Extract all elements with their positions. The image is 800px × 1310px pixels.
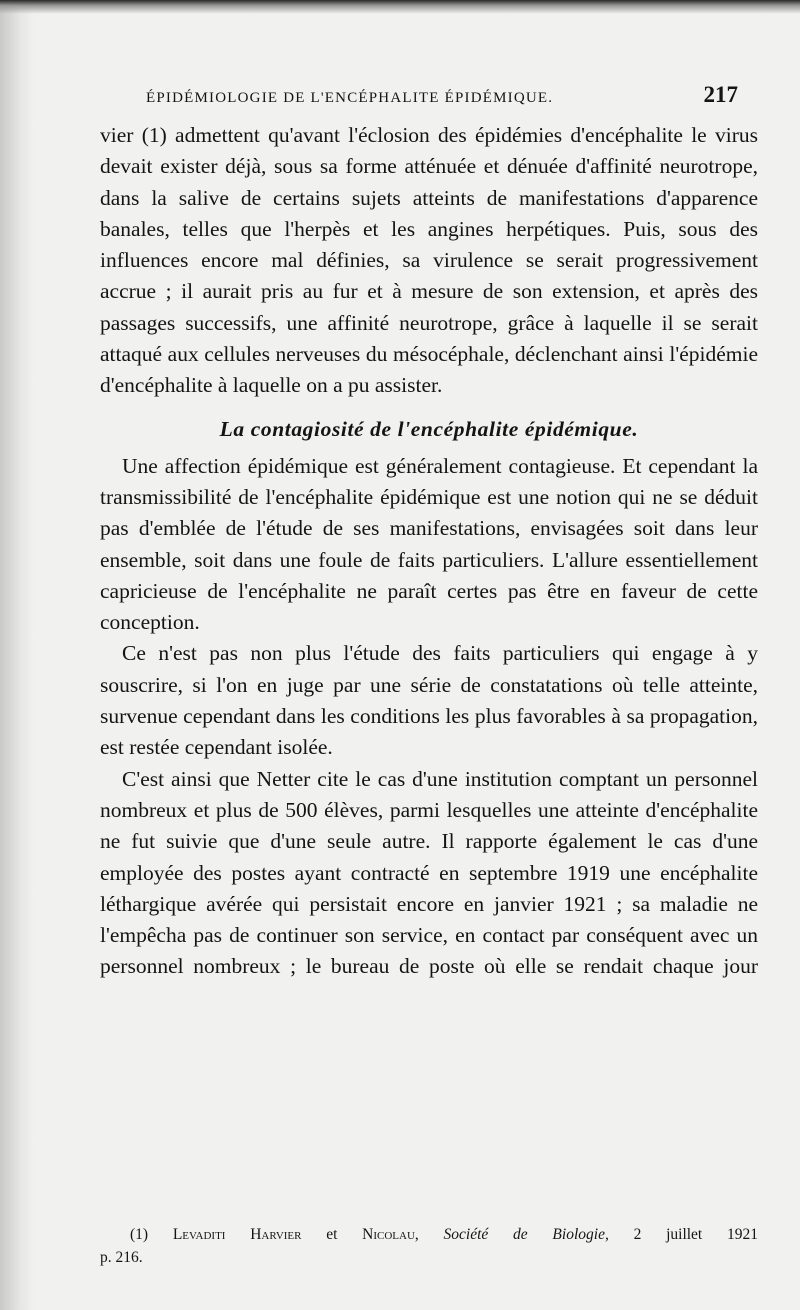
paragraph-contagion-intro: Une affection épidémique est généralement contagieuse. Et cependant la transmissibilité de l'encéphalite épidémique est une notion qui ne se déduit pas d'emblée de l'étude de ses manifestations, envisagées soit dans leur ensemble, soit dans une foule de faits particuliers. L'allure essentiellement capricieuse de l'encéphalite ne paraît certes pas être en faveur de cette conception.	[100, 453, 758, 635]
footnote-author-last: Nicolau,	[362, 1226, 419, 1243]
footnote-authors: Levaditi Harvier	[172, 1226, 302, 1243]
footnote-line-2	[100, 1246, 758, 1269]
footnote-date: 2 juillet 1921	[633, 1226, 758, 1243]
paragraph-continuation: vier (1) admettent qu'avant l'éclosion des épidémies d'encéphalite le virus devait exister déjà, sous sa forme atténuée et dénuée d'affinité neurotrope, dans la salive de certains sujets atteints de manifestations d'apparence banales, telles que l'herpès et les angines herpétiques. Puis, sous des influences encore mal définies, sa virulence se serait progressivement accrue ; il aurait pris au fur et à mesure de son extension, et après des passages successifs, une affinité neurotrope, grâce à laquelle il se serait attaqué aux cellules nerveuses du mésocéphale, déclenchant ainsi l'épidémie d'encéphalite à laquelle on a pu assister.	[100, 123, 758, 398]
paragraph-netter-cases: C'est ainsi que Netter cite le cas d'une institution comptant un personnel nombreux et plus de 500 élèves, parmi lesquelles une atteinte d'encéphalite ne fut suivie que d'une seule autre. Il rapporte également le cas d'une employée des postes ayant contracté en septembre 1919 une encéphalite léthargique avérée qui persistait encore en janvier 1921 ; sa maladie ne l'empêcha pas de continuer son service, en contact par conséquent avec un personnel nombreux ; le bureau de poste où elle se rendait chaque jour	[100, 766, 758, 979]
running-head-title: ÉPIDÉMIOLOGIE DE L'ENCÉPHALITE ÉPIDÉMIQUE.	[146, 90, 554, 106]
running-head	[100, 82, 758, 120]
footnote-line-1	[100, 1223, 758, 1246]
footnote-pages: p. 216.	[100, 1249, 143, 1266]
page-body	[100, 82, 758, 983]
footnote	[100, 1223, 758, 1269]
footnote-journal: Société de Biologie,	[443, 1226, 609, 1243]
page-number: 217	[703, 82, 738, 107]
footnote-marker: (1)	[130, 1226, 149, 1243]
page-top-edge	[0, 0, 800, 14]
page-gutter-shadow	[0, 0, 34, 1310]
paragraph-particular-facts: Ce n'est pas non plus l'étude des faits particuliers qui engage à y souscrire, si l'on en juge par une série de constatations où telle atteinte, survenue cependant dans les conditions les plus favorables à sa propagation, est restée cependant isolée.	[100, 641, 758, 760]
section-heading: La contagiosité de l'encéphalite épidémique.	[219, 416, 639, 441]
footnote-conjunction: et	[326, 1226, 338, 1243]
